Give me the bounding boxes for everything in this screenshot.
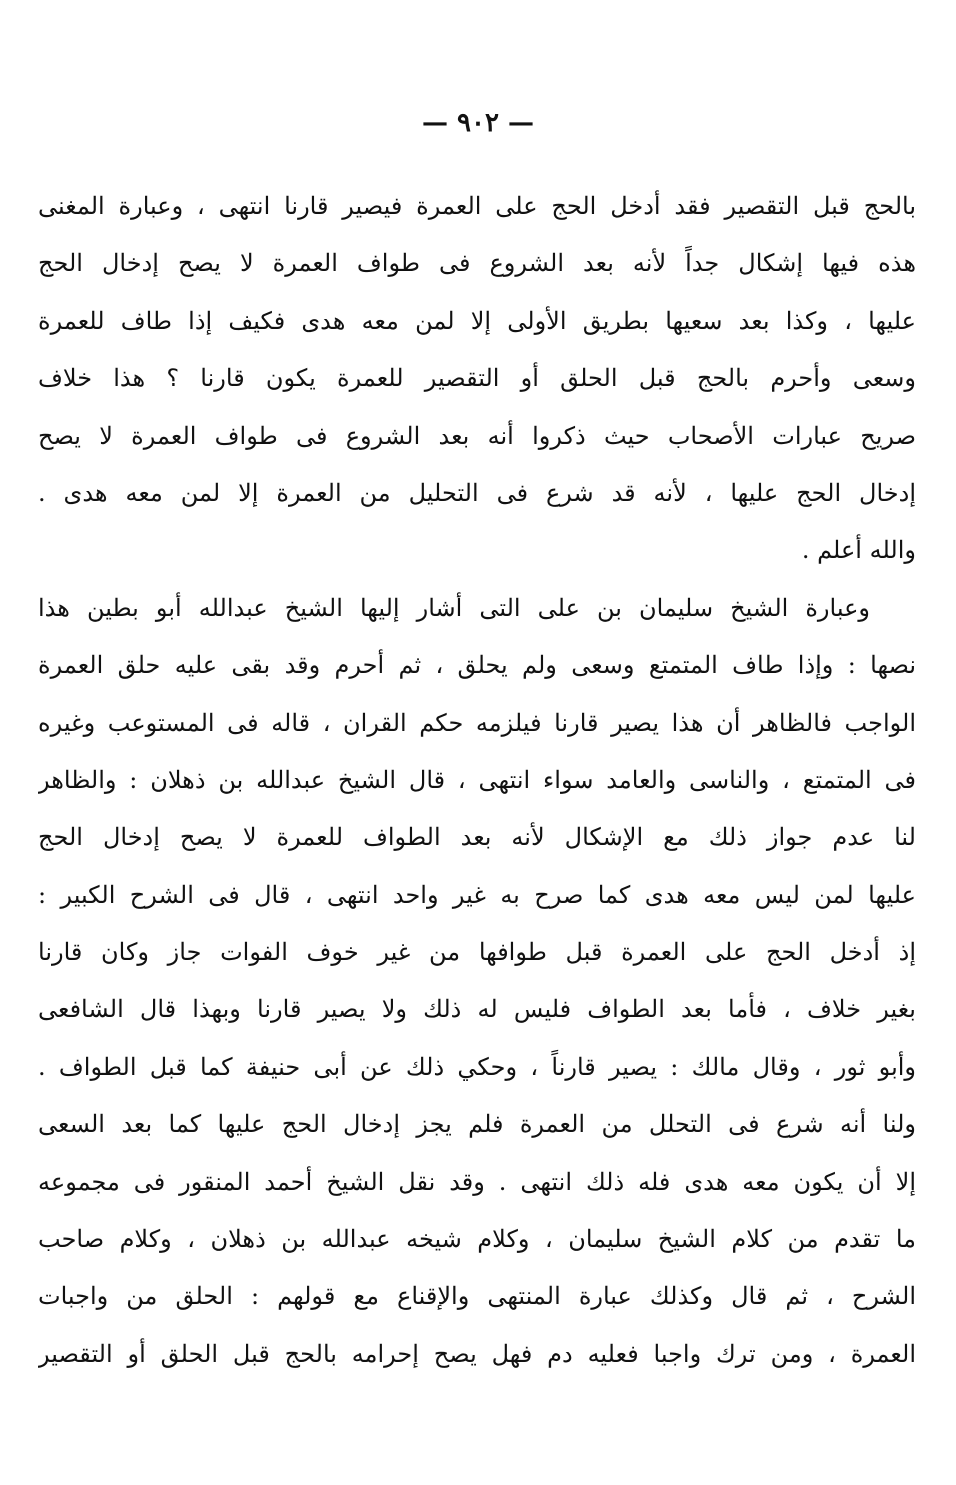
text-line: العمرة ، ومن ترك واجبا فعليه دم فهل يصح إحرامه بالحج قبل الحلق أو التقصير <box>38 1339 916 1368</box>
paragraph-start-line: وعبارة الشيخ سليمان بن على التى أشار إليها الشيخ عبدالله أبو بطين هذا <box>38 593 870 622</box>
text-line: ولنا أنه شرع فى التحلل من العمرة فلم يجز إدخال الحج عليها كما بعد السعى <box>38 1110 916 1139</box>
text-line: إذ أدخل الحج على العمرة قبل طوافها من غير خوف الفوات جاز وكان قارنا <box>38 938 916 967</box>
text-line: الشرح ، ثم قال وكذلك عبارة المنتهى والإقناع مع قولهم : الحلق من واجبات <box>38 1282 916 1311</box>
text-line: وأبو ثور ، وقال مالك : يصير قارناً ، وحكي ذلك عن أبى حنيفة كما قبل الطواف . <box>38 1052 916 1081</box>
text-line: بالحج قبل التقصير فقد أدخل الحج على العمرة فيصير قارنا انتهى ، وعبارة المغنى <box>38 192 916 220</box>
text-line: لنا عدم جواز ذلك مع الإشكال لأنه بعد الطواف للعمرة لا يصح إدخال الحج <box>38 823 916 852</box>
text-line: فى المتمتع ، والناسى والعامد سواء انتهى ، قال الشيخ عبدالله بن ذهلان : والظاهر <box>38 765 916 794</box>
text-line: نصها : وإذا طاف المتمتع وسعى ولم يحلق ، ثم أحرم وقد بقى عليه حلق العمرة <box>38 651 916 680</box>
text-line: إدخال الحج عليها ، لأنه قد شرع فى التحليل من العمرة إلا لمن معه هدى . <box>38 478 916 507</box>
text-line: عليها ، وكذا بعد سعيها بطريق الأولى إلا لمن معه هدى فكيف إذا طاف للعمرة <box>38 306 916 335</box>
text-line: عليها لمن ليس معه هدى كما صرح به غير واحد انتهى ، قال فى الشرح الكبير : <box>38 880 916 909</box>
text-line: ما تقدم من كلام الشيخ سليمان ، وكلام شيخه عبدالله بن ذهلان ، وكلام صاحب <box>38 1225 916 1254</box>
text-line: صريح عبارات الأصحاب حيث ذكروا أنه بعد الشروع فى طواف العمرة لا يصح <box>38 421 916 450</box>
text-line: إلا أن يكون معه هدى فله ذلك انتهى . وقد نقل الشيخ أحمد المنقور فى مجموعه <box>38 1167 916 1196</box>
text-line: هذه فيها إشكال جداً لأنه بعد الشروع فى طواف العمرة لا يصح إدخال الحج <box>38 249 916 278</box>
text-line: بغير خلاف ، فأما بعد الطواف فليس له ذلك ولا يصير قارنا وبهذا قال الشافعى <box>38 995 916 1024</box>
page-number: — ٩٠٢ — <box>421 108 535 138</box>
text-line: الواجب فالظاهر أن هذا يصير قارنا فيلزمه حكم القران ، قاله فى المستوعب وغيره <box>38 708 916 737</box>
text-line: والله أعلم . <box>801 536 916 565</box>
body-text <box>38 178 916 1383</box>
text-line: وسعى وأحرم بالحج قبل الحلق أو التقصير للعمرة يكون قارنا ؟ هذا خلاف <box>38 364 916 393</box>
